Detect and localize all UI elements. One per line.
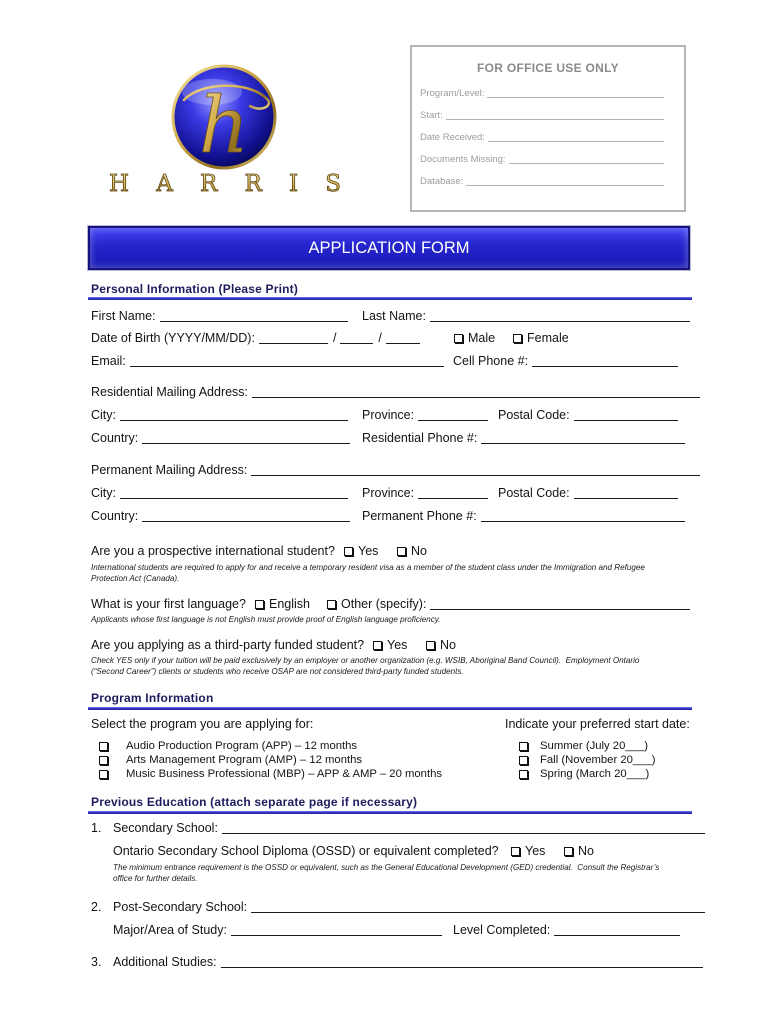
program-select-prompt: Select the program you are applying for: [91,717,314,731]
male-option[interactable] [454,330,495,346]
residential-phone-group [362,430,685,446]
permanent-country-group [91,508,350,524]
female-checkbox[interactable] [513,334,522,343]
cell-phone-group [453,353,678,369]
permanent-phone-label: Permanent Phone #: [362,509,477,523]
additional-studies-field[interactable] [221,954,703,968]
permanent-city-label: City: [91,486,116,500]
secondary-school-label: Secondary School: [113,821,218,835]
post-secondary-field[interactable] [251,899,705,913]
other-language-field[interactable] [430,596,690,610]
start-spring-checkbox[interactable] [519,770,528,779]
first-name-field[interactable] [160,308,348,322]
residential-province-field[interactable] [418,407,488,421]
major-label: Major/Area of Study: [113,923,227,937]
office-date-received [420,132,664,144]
harris-logo [100,56,350,198]
permanent-address-field[interactable] [251,462,700,476]
education-item-number: 2. [91,900,102,914]
personal-info-heading: Personal Information (Please Print) [91,282,299,296]
ossd-note: The minimum entrance requirement is the OSSD or equivalent, such as the General Educational Development (GED) credential. Consult the Registrar’s office for further details. [113,863,662,883]
program-mbp-label: Music Business Professional (MBP) – APP & AMP – 20 months [126,768,443,780]
permanent-province-label: Province: [362,486,415,500]
permanent-phone-field[interactable] [481,508,685,522]
permanent-country-label: Country: [91,509,139,523]
other-language-checkbox[interactable] [327,600,336,609]
office-database-label: Database: [420,176,464,187]
male-label: Male [468,331,496,345]
permanent-province-group [362,485,488,501]
office-database-field[interactable] [466,176,664,186]
permanent-address-group [91,462,700,478]
office-program-level-field[interactable] [487,88,664,98]
residential-phone-label: Residential Phone #: [362,431,478,445]
email-group [91,353,444,369]
secondary-school-group [113,820,705,836]
residential-city-field[interactable] [120,407,348,421]
dob-day-field[interactable] [386,330,420,344]
first-name-group [91,308,348,324]
personal-info-rule [88,297,692,300]
office-use-title: FOR OFFICE USE ONLY [477,61,619,75]
education-item-number: 1. [91,821,102,835]
international-yes-label: Yes [358,544,379,558]
education-item-number: 3. [91,955,102,969]
level-completed-label: Level Completed: [453,923,551,937]
residential-province-group [362,407,488,423]
office-database [420,176,664,188]
office-date-received-label: Date Received: [420,132,485,143]
office-documents-missing-label: Documents Missing: [420,154,506,165]
program-info-rule [88,707,692,710]
residential-address-group [91,384,700,400]
program-app-checkbox[interactable] [99,742,108,751]
office-start [420,110,664,122]
form-title: APPLICATION FORM [308,239,470,257]
last-name-group [362,308,690,324]
program-amp-checkbox[interactable] [99,756,108,765]
start-option-summer[interactable] [519,739,648,753]
dob-year-field[interactable] [259,330,328,344]
language-question: What is your first language? [91,597,246,611]
residential-address-field[interactable] [252,384,700,398]
permanent-address-label: Permanent Mailing Address: [91,463,248,477]
permanent-country-field[interactable] [142,508,350,522]
form-title-banner [88,226,690,270]
start-spring-label: Spring (March 20___) [540,768,650,780]
residential-postal-field[interactable] [574,407,678,421]
education-rule [88,811,692,814]
cell-phone-field[interactable] [532,353,678,367]
start-option-spring[interactable] [519,767,649,781]
level-completed-group [453,922,680,938]
ossd-question: Ontario Secondary School Diploma (OSSD) or equivalent completed? [113,844,499,858]
residential-phone-field[interactable] [481,430,685,444]
secondary-school-field[interactable] [222,820,705,834]
office-start-label: Start: [420,110,443,121]
international-no-option[interactable] [397,543,427,559]
program-option-amp[interactable] [99,753,362,767]
female-label: Female [527,331,569,345]
office-start-field[interactable] [446,110,664,120]
funded-yes-checkbox[interactable] [373,641,382,650]
residential-postal-group [498,407,678,423]
permanent-phone-group [362,508,685,524]
ossd-no-checkbox[interactable] [564,847,573,856]
permanent-postal-group [498,485,678,501]
ossd-no-option[interactable] [564,843,594,859]
international-question: Are you a prospective international student? [91,544,335,558]
residential-address-label: Residential Mailing Address: [91,385,249,399]
funded-yes-label: Yes [387,638,408,652]
major-field[interactable] [231,922,442,936]
international-yes-checkbox[interactable] [344,547,353,556]
english-checkbox[interactable] [255,600,264,609]
office-date-received-field[interactable] [488,132,664,142]
other-language-option [327,596,690,612]
permanent-city-field[interactable] [120,485,348,499]
program-info-heading: Program Information [91,691,214,705]
funded-no-label: No [440,638,456,652]
residential-city-label: City: [91,408,116,422]
funded-no-option[interactable] [426,637,456,653]
post-secondary-group [113,899,705,915]
additional-studies-group [113,954,703,970]
office-documents-missing [420,154,664,166]
email-field[interactable] [130,353,444,367]
last-name-field[interactable] [430,308,690,322]
permanent-postal-field[interactable] [574,485,678,499]
ossd-yes-option[interactable] [511,843,545,859]
female-option[interactable] [513,330,569,346]
program-mbp-checkbox[interactable] [99,770,108,779]
funded-no-checkbox[interactable] [426,641,435,650]
office-program-level-label: Program/Level: [420,88,485,99]
permanent-postal-label: Postal Code: [498,486,570,500]
start-summer-checkbox[interactable] [519,742,528,751]
program-app-label: Audio Production Program (APP) – 12 months [126,740,358,752]
ossd-yes-checkbox[interactable] [511,847,520,856]
residential-country-field[interactable] [142,430,350,444]
language-note: Applicants whose first language is not English must provide proof of English language proficiency. [91,615,441,624]
residential-province-label: Province: [362,408,415,422]
post-secondary-label: Post-Secondary School: [113,900,248,914]
residential-country-label: Country: [91,431,139,445]
major-group [113,922,442,938]
ossd-no-label: No [578,844,594,858]
international-no-checkbox[interactable] [397,547,406,556]
date-of-birth-label: Date of Birth (YYYY/MM/DD): [91,331,255,345]
start-date-prompt: Indicate your preferred start date: [505,717,690,731]
logo-wordmark: HARRIS [109,171,341,197]
cell-phone-label: Cell Phone #: [453,354,529,368]
start-option-fall[interactable] [519,753,656,767]
international-no-label: No [411,544,427,558]
office-documents-missing-field[interactable] [509,154,664,164]
residential-country-group [91,430,350,446]
additional-studies-label: Additional Studies: [113,955,217,969]
english-label: English [269,597,310,611]
dob-separator: / [378,331,382,345]
other-language-label: Other (specify): [341,597,427,611]
email-label: Email: [91,354,126,368]
logo-monogram: h [198,81,250,171]
funded-yes-option[interactable] [373,637,407,653]
international-yes-option[interactable] [344,543,378,559]
international-note: International students are required to apply for and receive a temporary resident visa as a member of the student class under the Immigration and Refugee Protection Act (Canada). [91,563,648,583]
permanent-city-group [91,485,348,501]
start-fall-label: Fall (November 20___) [540,754,656,766]
start-summer-label: Summer (July 20___) [540,740,648,752]
ossd-yes-label: Yes [525,844,546,858]
first-name-label: First Name: [91,309,156,323]
date-of-birth-group [91,330,431,346]
male-checkbox[interactable] [454,334,463,343]
level-completed-field[interactable] [554,922,680,936]
permanent-province-field[interactable] [418,485,488,499]
last-name-label: Last Name: [362,309,426,323]
english-option[interactable] [255,596,310,612]
funded-question: Are you applying as a third-party funded student? [91,638,365,652]
program-option-app[interactable] [99,739,357,753]
program-amp-label: Arts Management Program (AMP) – 12 months [126,754,363,766]
funded-note: Check YES only if your tuition will be paid exclusively by an employer or another organization (e.g. WSIB, Aboriginal Band Council). Employment Ontario (“Second Career”) clients or students who receive OSAP are not considered third-party funded students. [91,656,642,676]
residential-postal-label: Postal Code: [498,408,570,422]
program-option-mbp[interactable] [99,767,442,781]
dob-separator: / [332,331,337,345]
office-program-level [420,88,664,100]
education-heading: Previous Education (attach separate page if necessary) [91,795,418,809]
residential-city-group [91,407,348,423]
dob-month-field[interactable] [340,330,373,344]
start-fall-checkbox[interactable] [519,756,528,765]
